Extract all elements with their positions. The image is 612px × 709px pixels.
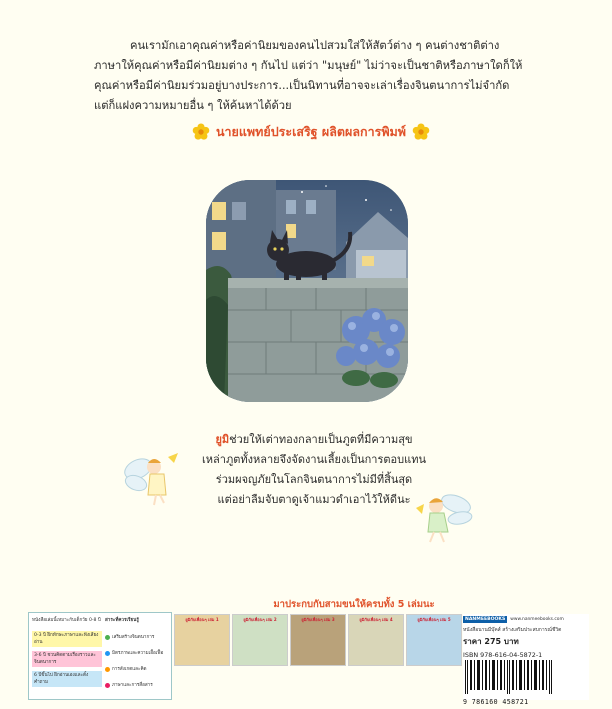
cover-title: ยูมิกับเพื่อนๆ เล่ม 1 (185, 617, 219, 622)
intro-text (94, 36, 524, 116)
blurb (194, 430, 434, 510)
blurb-line: เหล่าภูตทั้งหลายจึงจัดงานเลี้ยงเป็นการตอบแทน (202, 453, 426, 466)
flower-icon (412, 123, 430, 141)
skill-row (105, 663, 167, 675)
age-guide-heading: หนังสือเล่มนี้เหมาะกับเด็กวัย 0-8 ปี (32, 618, 101, 623)
skill-label: การสังเกตและคิด (112, 666, 147, 672)
dot-icon (105, 683, 110, 688)
blurb-line (194, 430, 434, 450)
cover-title: ยูมิกับเพื่อนๆ เล่ม 5 (417, 617, 451, 622)
publisher-box (463, 614, 589, 706)
barcode-number: 9 786160 458721 (463, 698, 529, 706)
skill-label: ภาษาและการสื่อสาร (112, 682, 153, 688)
series-book-cover (232, 614, 288, 666)
age-guide-box (28, 612, 172, 700)
blurb-line: ร่วมผจญภัยในโลกจินตนาการไม่มีที่สิ้นสุด (215, 473, 413, 486)
fairy-right-illustration (410, 490, 476, 544)
skill-row (105, 647, 167, 659)
publisher-tagline: หนังสือนานมีบุ๊คส์ สร้างเสริมประสบการณ์ชีวิต (463, 627, 562, 633)
publisher-header (463, 614, 589, 624)
learning-heading: สาระที่ควรเรียนรู้ (105, 618, 139, 623)
blurb-line: แต่อย่าลืมจับตาดูเจ้าแมวดำเอาไว้ให้ดีนะ (217, 493, 411, 506)
character-name: ยูมิ (215, 433, 230, 446)
series-book-cover (290, 614, 346, 666)
flower-icon (192, 123, 210, 141)
cover-title: ยูมิกับเพื่อนๆ เล่ม 2 (243, 617, 277, 622)
series-title: มาประกบกับสามขนให้ครบทั้ง 5 เล่มนะ (273, 599, 435, 610)
intro-paragraph: คนเรามักเอาคุณค่าหรือค่านิยมของคนไปสวมใส่ให้สัตว์ต่าง ๆ คนต่างชาติต่างภาษาให้คุณค่าหรือมีค่านิยมต่าง ๆ กันไป แต่ว่า "มนุษย์" ไม่ว่าจะเป็นชาติหรือภาษาใดก็ให้คุณค่าหรือมีค่านิยมร่วมอยู่บางประการ...เป็นนิทานที่อาจจะเล่าเรื่องจินตนาการไม่จำกัด แต่ก็แฝงความหมายอื่น ๆ ให้ค้นหาได้ด้วย (94, 39, 523, 112)
barcode-icon (463, 660, 563, 694)
dot-icon (105, 635, 110, 640)
series-book-cover (174, 614, 230, 666)
series-book-cover (348, 614, 404, 666)
skill-label: มิตรภาพและความเอื้อเฟื้อ (112, 650, 164, 656)
age-row: 3-6 ปี ชวนคิดตามเรื่องราวและจินตนาการ (32, 651, 102, 667)
black-cat-illustration (206, 180, 408, 402)
publisher-name: นายแพทย์ประเสริฐ ผลิตผลการพิมพ์ (215, 124, 407, 139)
publisher-logo: NANMEEBOOKS (465, 616, 506, 622)
fairy-left-illustration (120, 447, 182, 509)
skill-label: เสริมสร้างจินตนาการ (112, 634, 155, 640)
age-row: 6 ปีขึ้นไป ฝึกอ่านเองและตั้งคำถาม (32, 671, 102, 687)
publisher-line (166, 121, 456, 143)
cover-title: ยูมิกับเพื่อนๆ เล่ม 4 (359, 617, 393, 622)
isbn: ISBN 978-616-04-5872-1 (463, 651, 543, 659)
series-book-cover (406, 614, 462, 666)
dot-icon (105, 667, 110, 672)
cover-title: ยูมิกับเพื่อนๆ เล่ม 3 (301, 617, 335, 622)
age-row: 0-3 ปี ฝึกทักษะภาษาและฟังเสียงอ่าน (32, 631, 102, 647)
dot-icon (105, 651, 110, 656)
price: ราคา 275 บาท (463, 637, 519, 646)
publisher-website: www.nanmeebooks.com (510, 616, 564, 622)
blurb-text: ช่วยให้เต่าทองกลายเป็นภูตที่มีความสุข (229, 433, 413, 446)
skill-row (105, 631, 167, 643)
skill-row (105, 679, 167, 691)
